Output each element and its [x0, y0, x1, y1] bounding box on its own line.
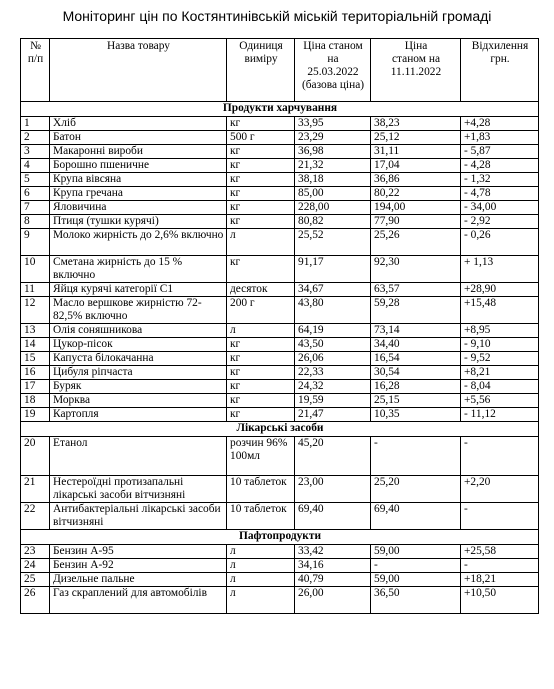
cell-product-name: Цукор-пісок — [50, 338, 227, 352]
cell-price-current: 59,28 — [371, 297, 461, 324]
table-row — [21, 476, 539, 503]
cell-unit: 10 таблеток — [227, 503, 295, 530]
cell-unit: кг — [227, 117, 295, 131]
cell-number: 20 — [21, 437, 50, 476]
cell-number: 19 — [21, 408, 50, 422]
table-row — [21, 117, 539, 131]
col-header-unit: Одиниця виміру — [227, 39, 295, 102]
cell-price-base: 43,50 — [295, 338, 371, 352]
cell-deviation: - 9,52 — [461, 352, 539, 366]
table-row — [21, 587, 539, 614]
cell-price-current: 17,04 — [371, 159, 461, 173]
cell-unit: кг — [227, 215, 295, 229]
section-header-row — [21, 530, 539, 545]
cell-price-current: 31,11 — [371, 145, 461, 159]
cell-price-current: - — [371, 559, 461, 573]
cell-deviation: - 4,28 — [461, 159, 539, 173]
cell-number: 1 — [21, 117, 50, 131]
cell-unit: л — [227, 229, 295, 256]
cell-price-current: 25,15 — [371, 394, 461, 408]
cell-price-base: 33,42 — [295, 545, 371, 559]
cell-unit: кг — [227, 394, 295, 408]
cell-product-name: Крупа гречана — [50, 187, 227, 201]
cell-product-name: Батон — [50, 131, 227, 145]
cell-deviation: +25,58 — [461, 545, 539, 559]
table-row — [21, 437, 539, 476]
cell-unit: розчин 96% 100мл — [227, 437, 295, 476]
table-body — [21, 102, 539, 614]
table-row — [21, 324, 539, 338]
table-row — [21, 256, 539, 283]
cell-price-base: 22,33 — [295, 366, 371, 380]
table-row — [21, 131, 539, 145]
cell-unit: кг — [227, 201, 295, 215]
cell-deviation: +8,95 — [461, 324, 539, 338]
cell-product-name: Олія соняшникова — [50, 324, 227, 338]
cell-deviation: - — [461, 503, 539, 530]
cell-number: 26 — [21, 587, 50, 614]
cell-deviation: - 9,10 — [461, 338, 539, 352]
cell-deviation: - — [461, 559, 539, 573]
section-title: Продукти харчування — [21, 102, 539, 117]
col-header-price-base: Ціна станом на 25.03.2022 (базова ціна) — [295, 39, 371, 102]
cell-price-current: 10,35 — [371, 408, 461, 422]
cell-price-base: 19,59 — [295, 394, 371, 408]
cell-price-current: - — [371, 437, 461, 476]
cell-deviation: +10,50 — [461, 587, 539, 614]
cell-price-current: 194,00 — [371, 201, 461, 215]
cell-number: 5 — [21, 173, 50, 187]
cell-price-base: 25,52 — [295, 229, 371, 256]
cell-unit: кг — [227, 408, 295, 422]
cell-price-base: 36,98 — [295, 145, 371, 159]
cell-product-name: Капуста білокачанна — [50, 352, 227, 366]
cell-price-current: 25,12 — [371, 131, 461, 145]
cell-number: 14 — [21, 338, 50, 352]
table-row — [21, 215, 539, 229]
cell-deviation: + 1,13 — [461, 256, 539, 283]
cell-deviation: +28,90 — [461, 283, 539, 297]
cell-product-name: Сметана жирність до 15 % включно — [50, 256, 227, 283]
cell-price-current: 63,57 — [371, 283, 461, 297]
cell-unit: кг — [227, 159, 295, 173]
cell-number: 15 — [21, 352, 50, 366]
cell-product-name: Буряк — [50, 380, 227, 394]
cell-unit: л — [227, 324, 295, 338]
cell-number: 11 — [21, 283, 50, 297]
cell-number: 22 — [21, 503, 50, 530]
cell-price-current: 73,14 — [371, 324, 461, 338]
cell-deviation: +5,56 — [461, 394, 539, 408]
cell-number: 7 — [21, 201, 50, 215]
cell-product-name: Газ скраплений для автомобілів — [50, 587, 227, 614]
cell-product-name: Антибактеріальні лікарські засоби вітчизняні — [50, 503, 227, 530]
cell-product-name: Бензин А-92 — [50, 559, 227, 573]
cell-number: 25 — [21, 573, 50, 587]
cell-number: 24 — [21, 559, 50, 573]
cell-price-base: 21,47 — [295, 408, 371, 422]
cell-unit: кг — [227, 338, 295, 352]
cell-product-name: Яйця курячі категорії С1 — [50, 283, 227, 297]
cell-deviation: - 2,92 — [461, 215, 539, 229]
cell-deviation: - 4,78 — [461, 187, 539, 201]
cell-price-current: 25,26 — [371, 229, 461, 256]
cell-number: 23 — [21, 545, 50, 559]
cell-product-name: Яловичина — [50, 201, 227, 215]
header-row — [21, 39, 539, 102]
table-row — [21, 545, 539, 559]
cell-deviation: +15,48 — [461, 297, 539, 324]
cell-price-base: 85,00 — [295, 187, 371, 201]
cell-deviation: - 34,00 — [461, 201, 539, 215]
cell-unit: л — [227, 545, 295, 559]
cell-unit: десяток — [227, 283, 295, 297]
cell-price-base: 33,95 — [295, 117, 371, 131]
cell-product-name: Борошно пшеничне — [50, 159, 227, 173]
cell-price-base: 26,00 — [295, 587, 371, 614]
cell-price-base: 80,82 — [295, 215, 371, 229]
col-header-deviation: Відхилення грн. — [461, 39, 539, 102]
cell-unit: кг — [227, 187, 295, 201]
cell-unit: л — [227, 559, 295, 573]
cell-number: 21 — [21, 476, 50, 503]
table-row — [21, 559, 539, 573]
cell-number: 16 — [21, 366, 50, 380]
table-row — [21, 380, 539, 394]
table-row — [21, 408, 539, 422]
section-title: Лікарські засоби — [21, 422, 539, 437]
col-header-name: Назва товару — [50, 39, 227, 102]
cell-unit: кг — [227, 366, 295, 380]
table-row — [21, 159, 539, 173]
cell-product-name: Макаронні вироби — [50, 145, 227, 159]
cell-deviation: - 1,32 — [461, 173, 539, 187]
cell-number: 3 — [21, 145, 50, 159]
cell-price-current: 59,00 — [371, 545, 461, 559]
table-row — [21, 503, 539, 530]
cell-price-base: 228,00 — [295, 201, 371, 215]
cell-price-base: 34,67 — [295, 283, 371, 297]
section-title: Пафтопродукти — [21, 530, 539, 545]
cell-price-base: 26,06 — [295, 352, 371, 366]
cell-price-current: 16,54 — [371, 352, 461, 366]
cell-price-current: 25,20 — [371, 476, 461, 503]
cell-unit: 10 таблеток — [227, 476, 295, 503]
cell-price-base: 23,00 — [295, 476, 371, 503]
cell-price-base: 21,32 — [295, 159, 371, 173]
cell-price-current: 92,30 — [371, 256, 461, 283]
table-row — [21, 187, 539, 201]
price-table — [20, 38, 539, 614]
cell-unit: кг — [227, 352, 295, 366]
cell-number: 10 — [21, 256, 50, 283]
cell-price-base: 38,18 — [295, 173, 371, 187]
cell-price-current: 77,90 — [371, 215, 461, 229]
table-row — [21, 173, 539, 187]
table-row — [21, 338, 539, 352]
cell-price-base: 43,80 — [295, 297, 371, 324]
cell-price-base: 45,20 — [295, 437, 371, 476]
cell-price-current: 38,23 — [371, 117, 461, 131]
cell-deviation: - 11,12 — [461, 408, 539, 422]
cell-product-name: Дизельне пальне — [50, 573, 227, 587]
cell-product-name: Молоко жирність до 2,6% включно — [50, 229, 227, 256]
cell-price-base: 34,16 — [295, 559, 371, 573]
cell-product-name: Хліб — [50, 117, 227, 131]
cell-deviation: +1,83 — [461, 131, 539, 145]
cell-price-current: 36,50 — [371, 587, 461, 614]
cell-deviation: - — [461, 437, 539, 476]
cell-price-current: 80,22 — [371, 187, 461, 201]
cell-price-base: 24,32 — [295, 380, 371, 394]
cell-number: 4 — [21, 159, 50, 173]
cell-product-name: Бензин А-95 — [50, 545, 227, 559]
cell-product-name: Птиця (тушки курячі) — [50, 215, 227, 229]
cell-price-current: 34,40 — [371, 338, 461, 352]
cell-number: 17 — [21, 380, 50, 394]
cell-deviation: - 8,04 — [461, 380, 539, 394]
cell-number: 12 — [21, 297, 50, 324]
cell-price-base: 64,19 — [295, 324, 371, 338]
cell-unit: кг — [227, 145, 295, 159]
cell-deviation: +2,20 — [461, 476, 539, 503]
table-row — [21, 573, 539, 587]
cell-price-current: 59,00 — [371, 573, 461, 587]
cell-price-current: 36,86 — [371, 173, 461, 187]
cell-product-name: Крупа вівсяна — [50, 173, 227, 187]
cell-deviation: +18,21 — [461, 573, 539, 587]
cell-price-current: 30,54 — [371, 366, 461, 380]
table-row — [21, 229, 539, 256]
cell-product-name: Нестероїдні протизапальні лікарські засоби вітчизняні — [50, 476, 227, 503]
table-row — [21, 283, 539, 297]
cell-price-current: 16,28 — [371, 380, 461, 394]
cell-price-base: 40,79 — [295, 573, 371, 587]
cell-product-name: Етанол — [50, 437, 227, 476]
cell-deviation: - 0,26 — [461, 229, 539, 256]
table-row — [21, 394, 539, 408]
cell-unit: кг — [227, 256, 295, 283]
section-header-row — [21, 102, 539, 117]
cell-deviation: +8,21 — [461, 366, 539, 380]
cell-number: 13 — [21, 324, 50, 338]
col-header-price-current: Ціна станом на 11.11.2022 — [371, 39, 461, 102]
cell-unit: л — [227, 587, 295, 614]
table-row — [21, 352, 539, 366]
cell-price-base: 91,17 — [295, 256, 371, 283]
cell-product-name: Масло вершкове жирністю 72-82,5% включно — [50, 297, 227, 324]
table-row — [21, 201, 539, 215]
col-header-num: № п/п — [21, 39, 50, 102]
table-row — [21, 145, 539, 159]
cell-product-name: Картопля — [50, 408, 227, 422]
cell-price-current: 69,40 — [371, 503, 461, 530]
page-title: Моніторинг цін по Костянтинівській міській територіальній громаді — [62, 8, 492, 24]
cell-product-name: Цибуля ріпчаста — [50, 366, 227, 380]
cell-unit: л — [227, 573, 295, 587]
cell-price-base: 23,29 — [295, 131, 371, 145]
table-row — [21, 297, 539, 324]
cell-deviation: - 5,87 — [461, 145, 539, 159]
table-row — [21, 366, 539, 380]
cell-deviation: +4,28 — [461, 117, 539, 131]
cell-number: 6 — [21, 187, 50, 201]
cell-number: 8 — [21, 215, 50, 229]
cell-product-name: Морква — [50, 394, 227, 408]
cell-unit: кг — [227, 173, 295, 187]
cell-number: 9 — [21, 229, 50, 256]
cell-number: 18 — [21, 394, 50, 408]
cell-unit: кг — [227, 380, 295, 394]
cell-number: 2 — [21, 131, 50, 145]
section-header-row — [21, 422, 539, 437]
cell-unit: 500 г — [227, 131, 295, 145]
cell-unit: 200 г — [227, 297, 295, 324]
cell-price-base: 69,40 — [295, 503, 371, 530]
